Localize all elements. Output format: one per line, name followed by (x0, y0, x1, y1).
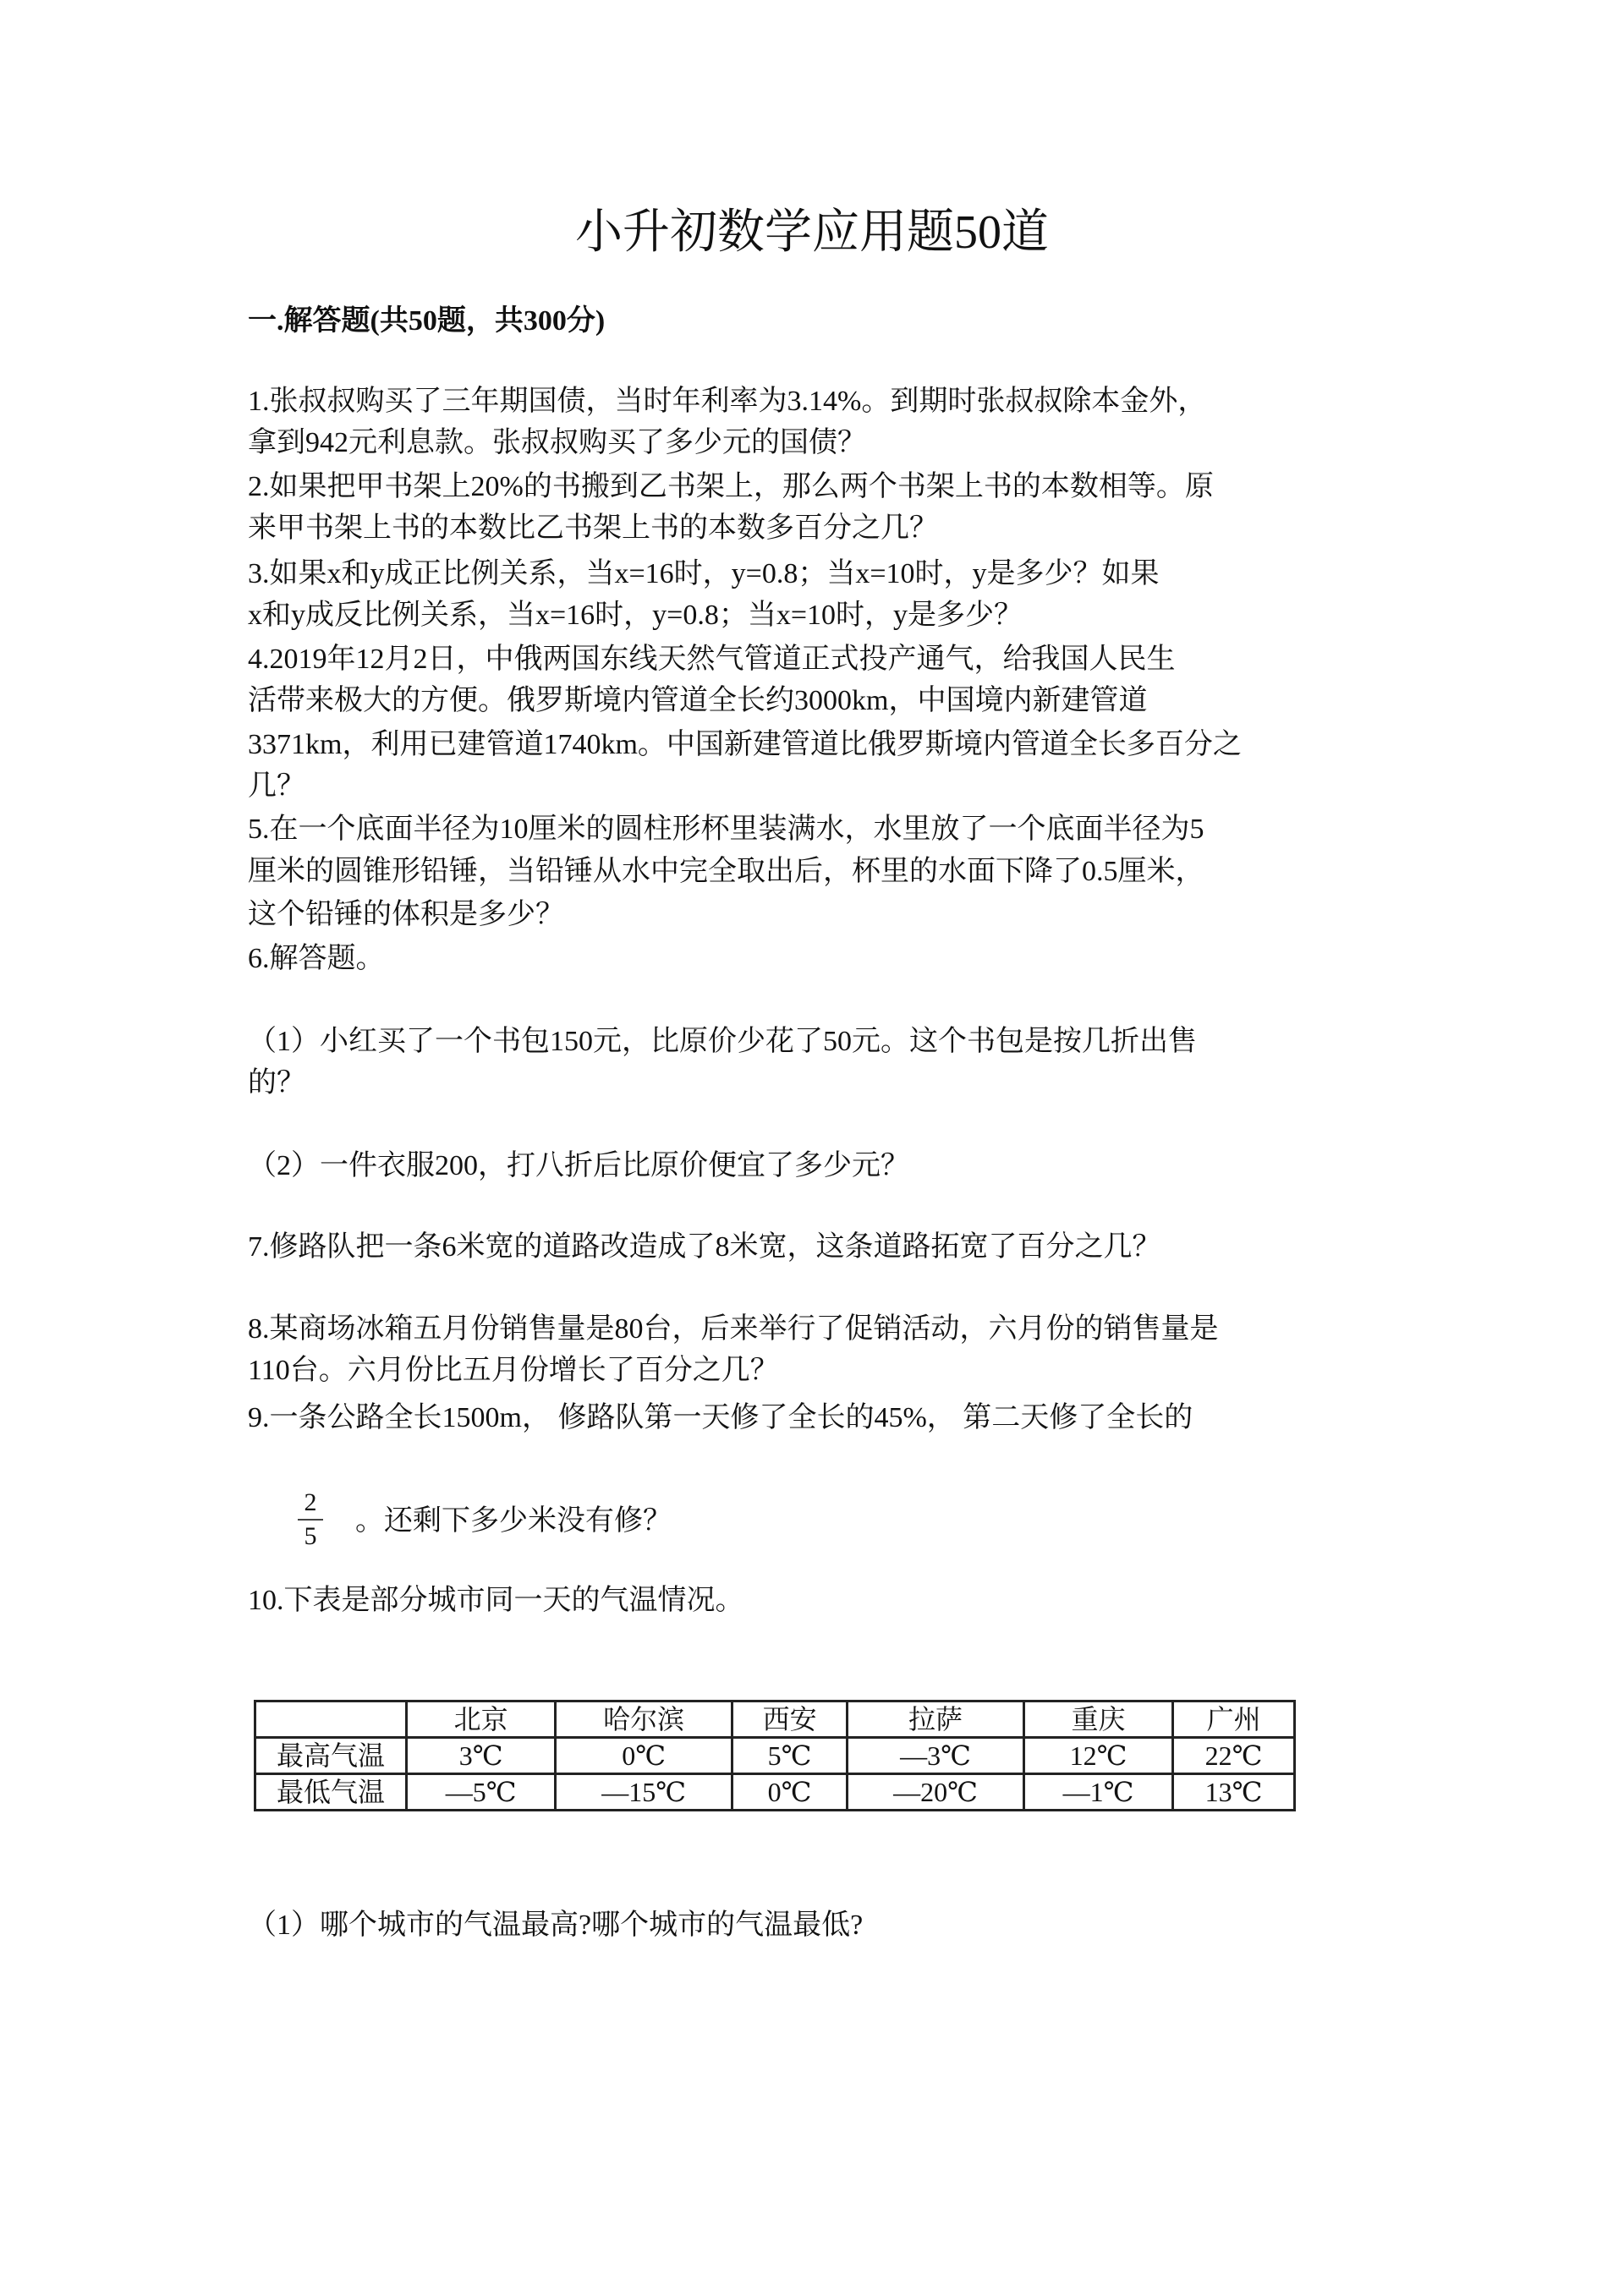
table-cell: —3℃ (848, 1738, 1024, 1774)
fraction-bar (298, 1519, 323, 1521)
table-cell: 0℃ (732, 1774, 848, 1811)
table-cell: 哈尔滨 (556, 1701, 732, 1738)
table-cell: 最低气温 (255, 1774, 407, 1811)
table-row (255, 1774, 1295, 1811)
question-4-line: 几？ (248, 770, 305, 802)
question-9-line: 。还剩下多少米没有修？ (355, 1505, 672, 1537)
table-cell: 22℃ (1173, 1738, 1295, 1774)
question-10-heading: 10.下表是部分城市同一天的气温情况。 (248, 1585, 744, 1616)
question-2-line: 2.如果把甲书架上20%的书搬到乙书架上，那么两个书架上书的本数相等。原 (248, 471, 1214, 502)
section-heading: 一.解答题(共50题，共300分) (248, 305, 606, 337)
table-cell: 0℃ (556, 1738, 732, 1774)
question-3-line: 3.如果x和y成正比例关系，当x=16时，y=0.8；当x=10时，y是多少？如果 (248, 558, 1160, 589)
question-6-sub1-line: 的？ (248, 1067, 305, 1099)
temperature-table (254, 1700, 1296, 1811)
table-cell: 重庆 (1023, 1701, 1172, 1738)
table-cell: 5℃ (732, 1738, 848, 1774)
table-cell: —1℃ (1023, 1774, 1172, 1811)
question-4-line: 3371km，利用已建管道1740km。中国新建管道比俄罗斯境内管道全长多百分之 (248, 729, 1242, 760)
question-5-line: 这个铅锤的体积是多少？ (248, 899, 564, 930)
table-cell: 13℃ (1173, 1774, 1295, 1811)
question-4-line: 活带来极大的方便。俄罗斯境内管道全长约3000km，中国境内新建管道 (248, 685, 1148, 716)
table-header-row (255, 1701, 1295, 1738)
table-cell: 广州 (1173, 1701, 1295, 1738)
table-cell: 最高气温 (255, 1738, 407, 1774)
question-1-line: 1.张叔叔购买了三年期国债，当时年利率为3.14%。到期时张叔叔除本金外， (248, 386, 1207, 417)
table-cell: 12℃ (1023, 1738, 1172, 1774)
question-8-line: 8.某商场冰箱五月份销售量是80台，后来举行了促销活动，六月份的销售量是 (248, 1313, 1219, 1345)
question-3-line: x和y成反比例关系，当x=16时，y=0.8；当x=10时，y是多少？ (248, 600, 1023, 631)
question-8-line: 110台。六月份比五月份增长了百分之几？ (248, 1355, 779, 1386)
question-5-line: 5.在一个底面半径为10厘米的圆柱形杯里装满水，水里放了一个底面半径为5 (248, 814, 1204, 845)
question-4-line: 4.2019年12月2日，中俄两国东线天然气管道正式投产通气，给我国人民生 (248, 644, 1176, 675)
fraction-denominator: 5 (304, 1522, 317, 1550)
question-1-line: 拿到942元利息款。张叔叔购买了多少元的国债？ (248, 427, 866, 458)
table-cell: —20℃ (848, 1774, 1024, 1811)
question-6-sub2: （2）一件衣服200，打八折后比原价便宜了多少元？ (248, 1150, 909, 1181)
fraction-numerator: 2 (304, 1488, 317, 1516)
question-9-line: 9.一条公路全长1500m， 修路队第一天修了全长的45%， 第二天修了全长的 (248, 1402, 1193, 1433)
question-6-sub1-line: （1）小红买了一个书包150元，比原价少花了50元。这个书包是按几折出售 (248, 1026, 1197, 1057)
table-cell: 拉萨 (848, 1701, 1024, 1738)
table-cell: —5℃ (407, 1774, 556, 1811)
fraction-two-fifths (298, 1488, 323, 1551)
question-7: 7.修路队把一条6米宽的道路改造成了8米宽，这条道路拓宽了百分之几？ (248, 1231, 1161, 1263)
table-cell: 西安 (732, 1701, 848, 1738)
table-row (255, 1738, 1295, 1774)
question-5-line: 厘米的圆锥形铅锤，当铅锤从水中完全取出后，杯里的水面下降了0.5厘米， (248, 856, 1204, 887)
table-cell: 北京 (407, 1701, 556, 1738)
question-10-sub1: （1）哪个城市的气温最高?哪个城市的气温最低? (248, 1910, 864, 1941)
table-cell: —15℃ (556, 1774, 732, 1811)
table-cell (255, 1701, 407, 1738)
question-6-heading: 6.解答题。 (248, 943, 385, 974)
question-2-line: 来甲书架上书的本数比乙书架上书的本数多百分之几？ (248, 512, 938, 544)
table-cell: 3℃ (407, 1738, 556, 1774)
page-title: 小升初数学应用题50道 (575, 206, 1049, 259)
